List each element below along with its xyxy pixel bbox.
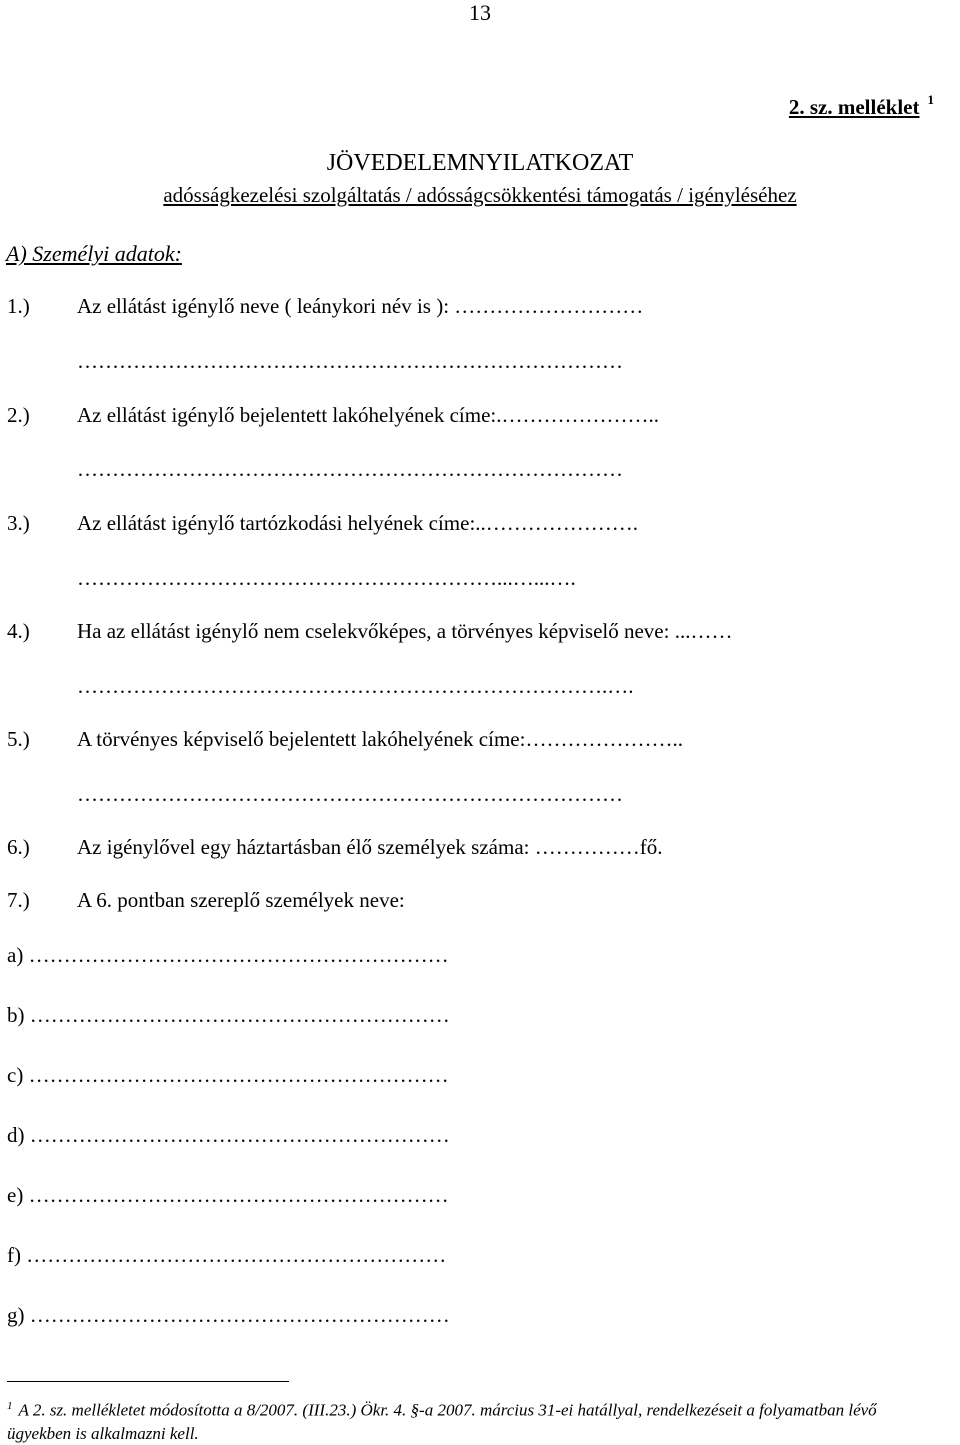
fill-line-4b[interactable]: ………………………………………………………………….…. [77,674,634,698]
person-letter-e: e) [7,1183,24,1207]
annex-footnote-ref[interactable]: 1 [927,92,934,107]
fill-person-c[interactable]: …………………………………………………… [28,1063,449,1087]
footnote-text: A 2. sz. mellékletet módosította a 8/2007. (III.23.) Ökr. 4. §-a 2007. március 31-ei hatállyal, rendelkezéseit a folyamatban lévő ügyekben is alkalmazni kell. [7,1400,877,1443]
item-number-1: 1.) [7,294,30,318]
fill-line-3b[interactable]: ……………………………………………………...…...…. [77,566,576,590]
person-line-c [7,1063,449,1088]
item-line-4 [77,619,732,644]
item-label-2: Az ellátást igénylő bejelentett lakóhelyének címe: [77,403,497,427]
footnote-separator [7,1381,289,1382]
document-subtitle: adósságkezelési szolgáltatás / adósságcsökkentési támogatás / igényléséhez [163,183,797,207]
fill-person-a[interactable]: …………………………………………………… [28,943,449,967]
footnote-mark: 1 [7,1400,13,1412]
item-label-5: A törvényes képviselő bejelentett lakóhelyének címe: [77,727,526,751]
fill-person-f[interactable]: …………………………………………………… [26,1243,447,1267]
item-line-2 [77,403,659,428]
person-letter-f: f) [7,1243,21,1267]
person-line-e [7,1183,449,1208]
section-heading: A) Személyi adatok: [6,241,182,266]
item-number-3: 3.) [7,511,30,535]
person-line-b [7,1003,450,1028]
page-number: 13 [469,0,491,25]
person-letter-b: b) [7,1003,25,1027]
fill-line-5a[interactable]: ………………….. [525,727,683,751]
annex-label [789,92,934,120]
person-line-d [7,1123,450,1148]
fill-line-2b[interactable]: …………………………………………………………………… [77,457,623,481]
annex-label-text: 2. sz. melléklet [788,95,920,119]
fill-line-1a[interactable]: ……………………… [454,294,644,318]
item-line-3 [77,511,638,536]
person-letter-a: a) [7,943,24,967]
item-label-1: Az ellátást igénylő neve ( leánykori név is ): [77,294,450,318]
person-letter-g: g) [7,1303,25,1327]
document-title: JÖVEDELEMNYILATKOZAT [326,150,634,176]
item-number-4: 4.) [7,619,30,643]
item-line-1 [77,294,643,319]
item-number-6: 6.) [7,835,30,859]
fill-line-5b[interactable]: …………………………………………………………………… [77,782,623,806]
fill-person-e[interactable]: …………………………………………………… [28,1183,449,1207]
item-line-5 [77,727,683,752]
fill-line-3a[interactable]: ..…………………. [475,511,639,535]
fill-line-6[interactable]: ……………fő. [534,835,663,859]
footnote [7,1395,907,1445]
person-line-g [7,1303,450,1328]
person-letter-c: c) [7,1063,24,1087]
fill-line-1b[interactable]: …………………………………………………………………… [77,349,623,373]
fill-person-b[interactable]: …………………………………………………… [29,1003,450,1027]
fill-person-d[interactable]: …………………………………………………… [29,1123,450,1147]
person-line-a [7,943,449,968]
item-label-7: A 6. pontban szereplő személyek neve: [77,888,405,912]
fill-line-4a[interactable]: ...…… [674,619,733,643]
item-number-5: 5.) [7,727,30,751]
item-label-6: Az igénylővel egy háztartásban élő személyek száma: [77,835,530,859]
person-letter-d: d) [7,1123,25,1147]
item-line-6 [77,835,662,860]
item-label-3: Az ellátást igénylő tartózkodási helyének címe: [77,511,476,535]
item-number-2: 2.) [7,403,30,427]
item-number-7: 7.) [7,888,30,912]
fill-person-g[interactable]: …………………………………………………… [29,1303,450,1327]
person-line-f [7,1243,446,1268]
item-label-4: Ha az ellátást igénylő nem cselekvőképes, a törvényes képviselő neve: [77,619,670,643]
fill-line-2a[interactable]: .………………….. [496,403,660,427]
